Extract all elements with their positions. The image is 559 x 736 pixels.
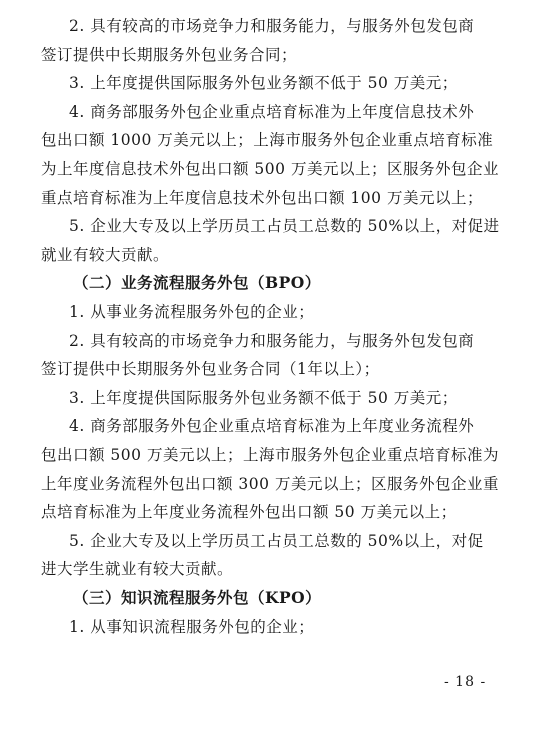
paragraph-line: 上年度业务流程外包出口额 300 万美元以上；区服务外包企业重 xyxy=(41,474,499,493)
paragraph-line: 5. 企业大专及以上学历员工占员工总数的 50%以上，对促 xyxy=(69,531,484,550)
paragraph-line: 2. 具有较高的市场竞争力和服务能力，与服务外包发包商 xyxy=(69,17,475,35)
paragraph-line: 包出口额 500 万美元以上；上海市服务外包企业重点培育标准为 xyxy=(41,446,499,464)
paragraph-line: 为上年度信息技术外包出口额 500 万美元以上；区服务外包企业 xyxy=(41,160,499,178)
paragraph-line: 签订提供中长期服务外包业务合同； xyxy=(41,45,298,64)
page-number: - 18 - xyxy=(444,674,487,690)
paragraph-line: 点培育标准为上年度业务流程外包出口额 50 万美元以上； xyxy=(41,503,457,522)
paragraph-line: 重点培育标准为上年度信息技术外包出口额 100 万美元以上； xyxy=(41,188,483,207)
paragraph-line: 3. 上年度提供国际服务外包业务额不低于 50 万美元； xyxy=(69,388,458,407)
paragraph-line: 就业有较大贡献。 xyxy=(41,245,170,264)
paragraph-line: 5. 企业大专及以上学历员工占员工总数的 50%以上，对促进 xyxy=(69,217,500,236)
section-heading-bpo: （二）业务流程服务外包（BPO） xyxy=(73,273,321,293)
paragraph-line: 进大学生就业有较大贡献。 xyxy=(41,560,234,579)
paragraph-line: 4. 商务部服务外包企业重点培育标准为上年度信息技术外 xyxy=(69,102,475,121)
paragraph-line: 3. 上年度提供国际服务外包业务额不低于 50 万美元； xyxy=(69,74,458,93)
paragraph-line: 包出口额 1000 万美元以上；上海市服务外包企业重点培育标准 xyxy=(41,131,494,150)
paragraph-line: 1. 从事知识流程服务外包的企业； xyxy=(69,617,315,636)
paragraph-line: 2. 具有较高的市场竞争力和服务能力，与服务外包发包商 xyxy=(69,331,475,350)
paragraph-line: 4. 商务部服务外包企业重点培育标准为上年度业务流程外 xyxy=(69,417,475,436)
paragraph-line: 签订提供中长期服务外包业务合同（1年以上）； xyxy=(41,360,380,379)
paragraph-line: 1. 从事业务流程服务外包的企业； xyxy=(69,303,315,321)
section-heading-kpo: （三）知识流程服务外包（KPO） xyxy=(73,588,322,607)
